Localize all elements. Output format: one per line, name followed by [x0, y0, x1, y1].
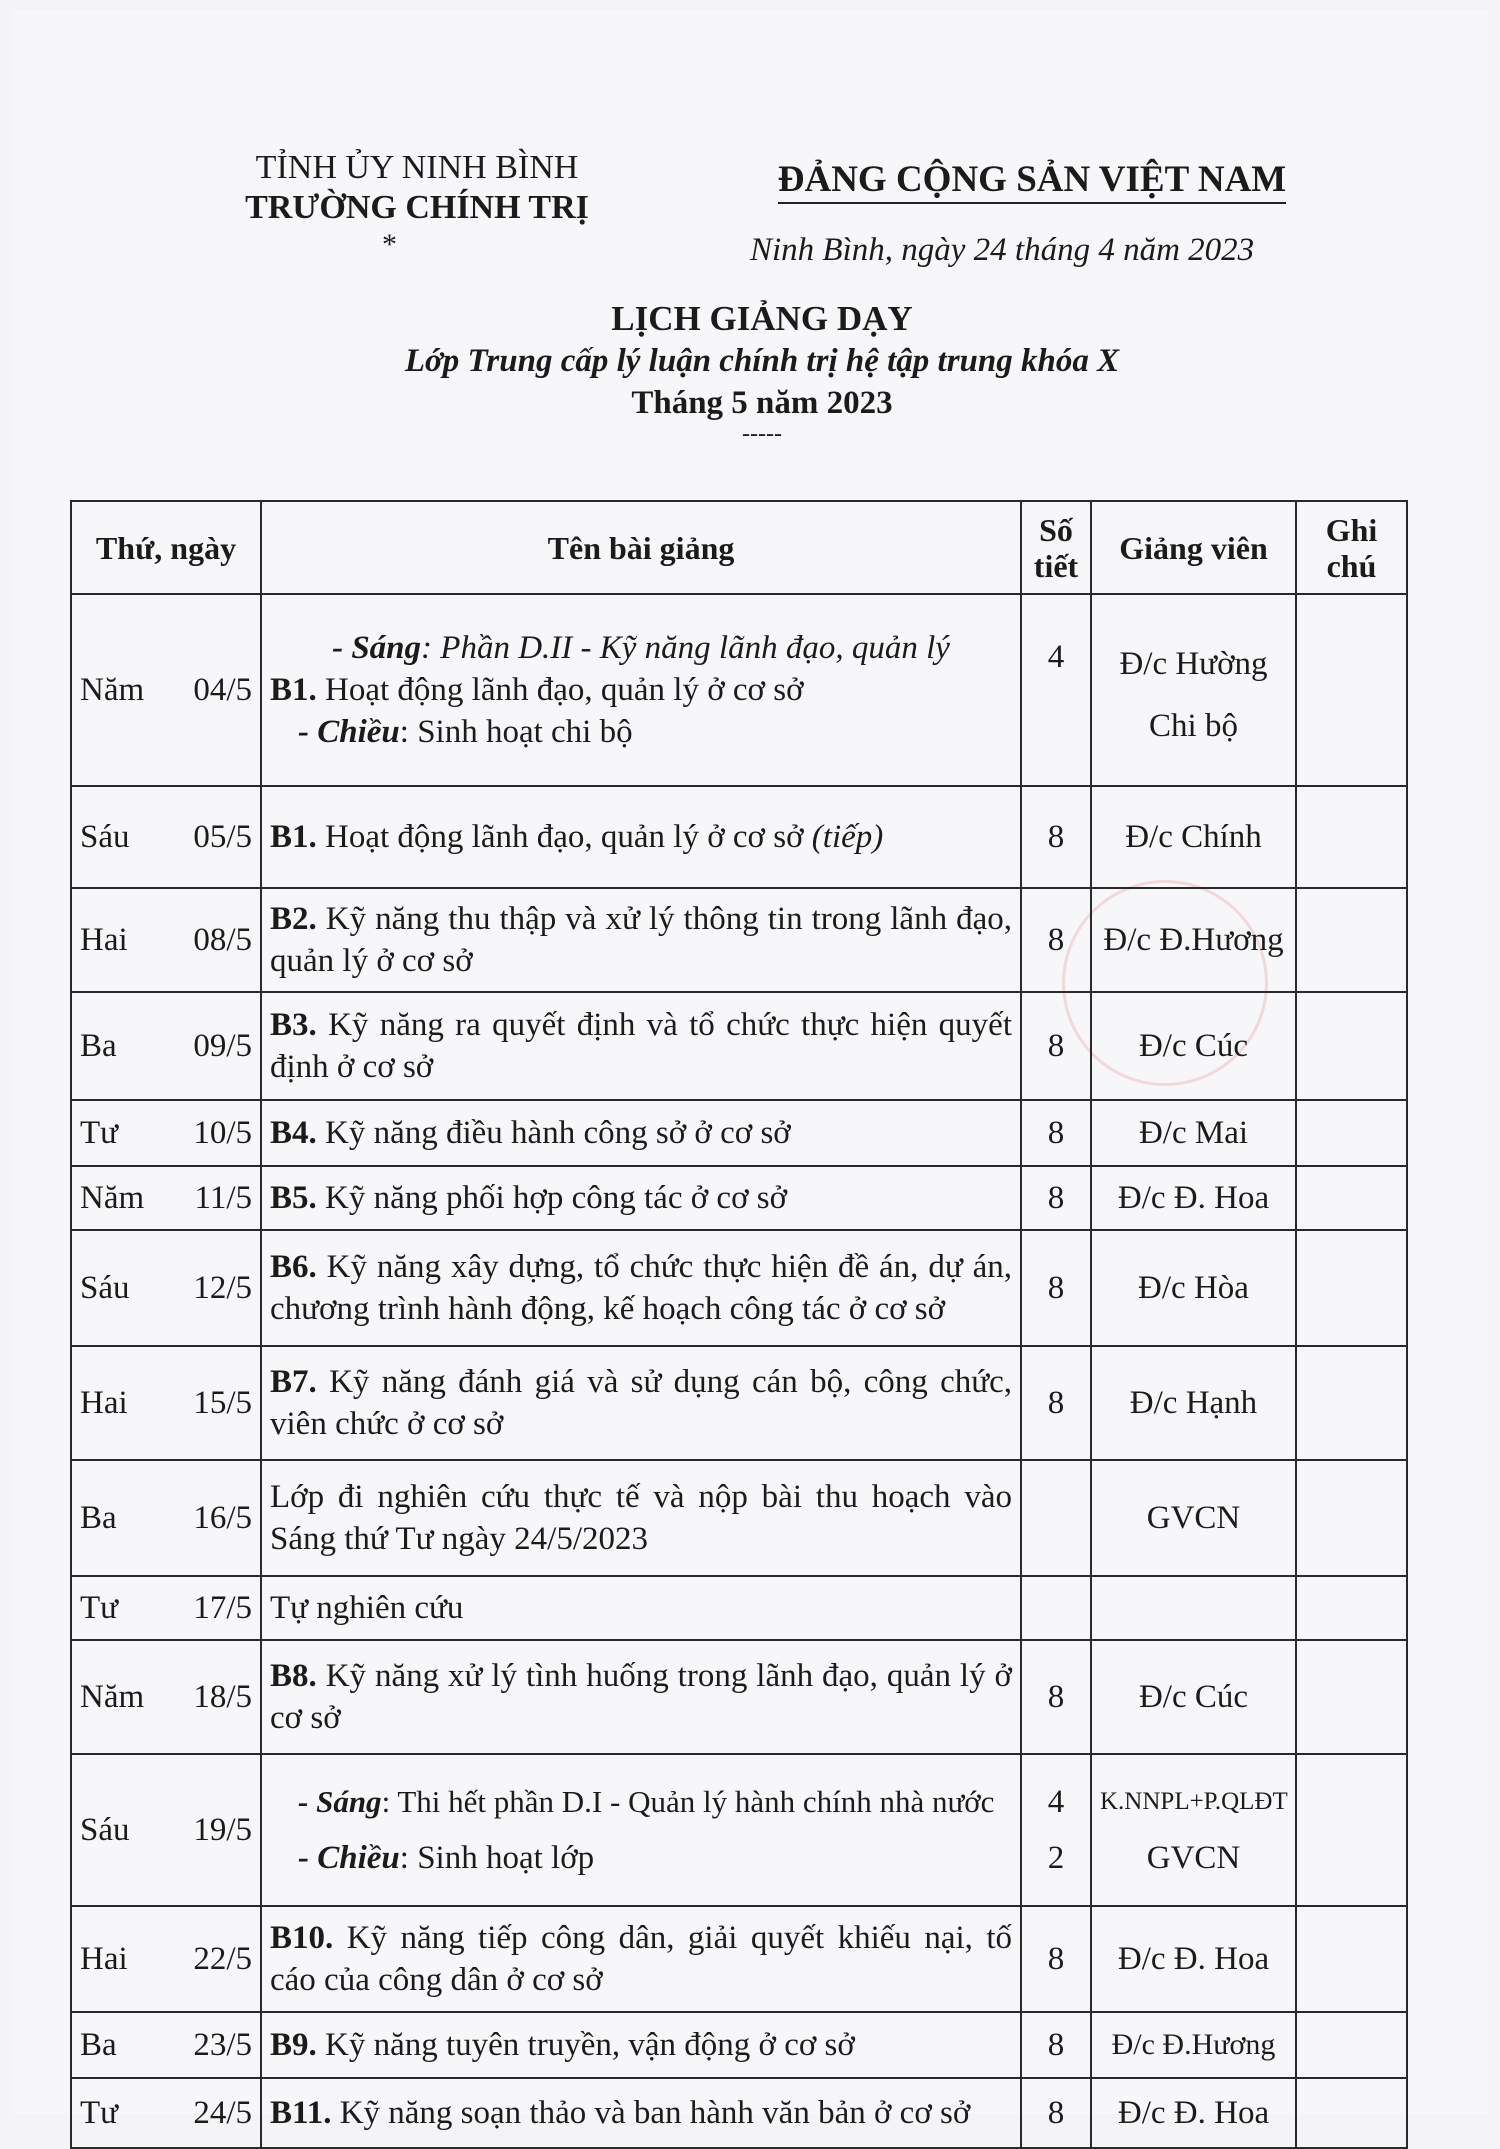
table-row: Tư 17/5 Tự nghiên cứu: [71, 1576, 1407, 1640]
issuer-block: [227, 148, 607, 228]
table-row: Ba 09/5 B3. Kỹ năng ra quyết định và tổ chức thực hiện quyết định ở cơ sở 8 Đ/c Cúc: [71, 992, 1407, 1100]
schedule-title: LỊCH GIẢNG DẠY: [611, 299, 913, 338]
table-row: Ba 16/5 Lớp đi nghiên cứu thực tế và nộp bài thu hoạch vào Sáng thứ Tư ngày 24/5/2023 GVCN: [71, 1460, 1407, 1576]
header-day: Thứ, ngày: [71, 501, 261, 594]
intro-line: - Sáng: Phần D.II - Kỹ năng lãnh đạo, quản lý: [332, 630, 950, 666]
table-row: Năm 18/5 B8. Kỹ năng xử lý tình huống trong lãnh đạo, quản lý ở cơ sở 8 Đ/c Cúc: [71, 1640, 1407, 1754]
header-lesson: Tên bài giảng: [261, 501, 1021, 594]
header-lecturer: Giảng viên: [1091, 501, 1296, 594]
table-row: Hai 15/5 B7. Kỹ năng đánh giá và sử dụng cán bộ, công chức, viên chức ở cơ sở 8 Đ/c Hạnh: [71, 1346, 1407, 1460]
party-title: ĐẢNG CỘNG SẢN VIỆT NAM: [778, 159, 1286, 204]
schedule-table: [70, 500, 1408, 2149]
table-row: Hai 08/5 B2. Kỹ năng thu thập và xử lý thông tin trong lãnh đạo, quản lý ở cơ sở 8 Đ/c Đ.Hương: [71, 888, 1407, 992]
header-note: Ghi chú: [1296, 501, 1407, 594]
table-row: Sáu 05/5 B1. Hoạt động lãnh đạo, quản lý ở cơ sở (tiếp) 8 Đ/c Chính: [71, 786, 1407, 888]
issue-date: Ninh Bình, ngày 24 tháng 4 năm 2023: [750, 232, 1255, 268]
issuer-star: *: [382, 228, 397, 261]
header-periods: Số tiết: [1021, 501, 1091, 594]
document-titles: [262, 298, 1262, 447]
table-row: Hai 22/5 B10. Kỹ năng tiếp công dân, giải quyết khiếu nại, tố cáo của công dân ở cơ sở 8 Đ/c Đ. Hoa: [71, 1906, 1407, 2012]
issuer-school: TRƯỜNG CHÍNH TRỊ: [245, 189, 589, 226]
table-row: Sáu 12/5 B6. Kỹ năng xây dựng, tổ chức thực hiện đề án, dự án, chương trình hành động, kế hoạch công tác ở cơ sở 8 Đ/c Hòa: [71, 1230, 1407, 1346]
document-page: [12, 10, 1488, 2131]
table-header-row: [71, 501, 1407, 594]
table-row: Sáu 19/5 - Sáng: Thi hết phần D.I - Quản lý hành chính nhà nước - Chiều: Sinh hoạt lớp 4 2 K.NNPL+P.QLĐT GVCN: [71, 1754, 1407, 1906]
table-row: Tư 10/5 B4. Kỹ năng điều hành công sở ở cơ sở 8 Đ/c Mai: [71, 1100, 1407, 1166]
title-divider: -----: [742, 421, 782, 447]
table-row: Tư 24/5 B11. Kỹ năng soạn thảo và ban hành văn bản ở cơ sở 8 Đ/c Đ. Hoa: [71, 2078, 1407, 2148]
party-heading: [712, 160, 1352, 200]
table-row: Năm 11/5 B5. Kỹ năng phối hợp công tác ở cơ sở 8 Đ/c Đ. Hoa: [71, 1166, 1407, 1230]
table-row: Năm 04/5 - Sáng: Phần D.II - Kỹ năng lãnh đạo, quản lý B1. Hoạt động lãnh đạo, quản lý ở cơ sở - Chiều: Sinh hoạt chi bộ 4 Đ/c Hường Chi bộ: [71, 594, 1407, 786]
class-title: Lớp Trung cấp lý luận chính trị hệ tập trung khóa X: [404, 343, 1120, 379]
month-title: Tháng 5 năm 2023: [631, 385, 893, 421]
table-row: Ba 23/5 B9. Kỹ năng tuyên truyền, vận động ở cơ sở 8 Đ/c Đ.Hương: [71, 2012, 1407, 2078]
issuer-province: TỈNH ỦY NINH BÌNH: [255, 149, 579, 186]
